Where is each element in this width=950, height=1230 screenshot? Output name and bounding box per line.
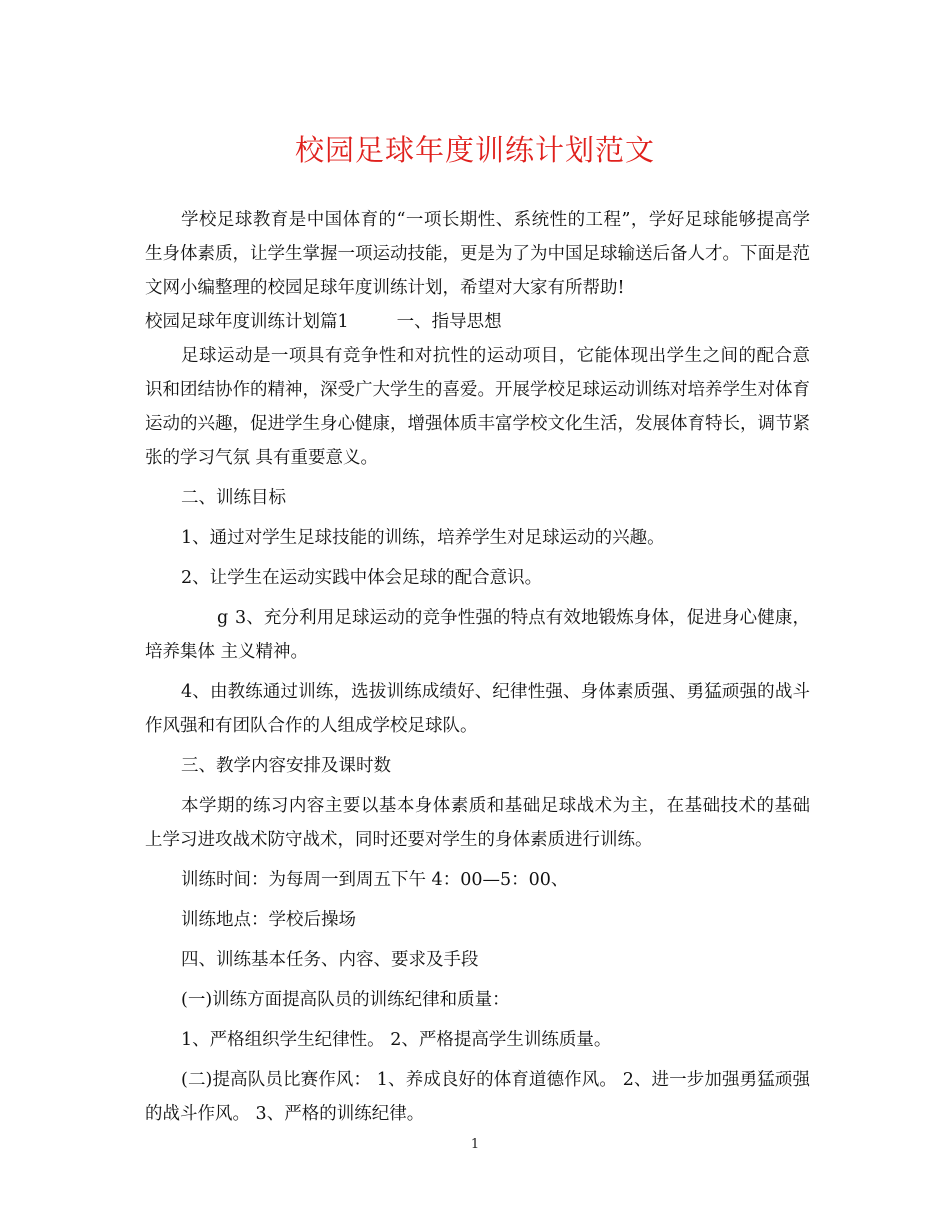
section-heading-tasks: 四、训练基本任务、内容、要求及手段	[181, 950, 479, 970]
guiding-paragraph: 足球运动是一项具有竞争性和对抗性的运动项目，它能体现出学生之间的配合意识和团结协作的精神，深受广大学生的喜爱。开展学校足球运动训练对培养学生对体育运动的兴趣，促进学生身心健康，增强体质丰富学校文化生活，发展体育特长，调节紧张的学习气氛 具有重要意义。	[145, 346, 810, 468]
intro-paragraph: 学校足球教育是中国体育的“一项长期性、系统性的工程”，学好足球能够提高学生身体素质，让学生掌握一项运动技能，更是为了为中国足球输送后备人才。下面是范文网小编整理的校园足球年度训练计划，希望对大家有所帮助!	[145, 210, 810, 298]
heading-line	[145, 305, 810, 339]
part-heading: 校园足球年度训练计划篇1	[145, 312, 349, 332]
goal-item-3	[145, 601, 810, 669]
section-heading-content: 三、教学内容安排及课时数	[181, 756, 391, 776]
document-body	[145, 203, 810, 1131]
training-place: 训练地点：学校后操场	[181, 910, 356, 930]
section-heading-guiding: 一、指导思想	[396, 312, 502, 332]
goal-item-1: 1、通过对学生足球技能的训练，培养学生对足球运动的兴趣。	[181, 528, 665, 548]
goal-item-4: 4、由教练通过训练，选拔训练成绩好、纪律性强、身体素质强、勇猛顽强的战斗作风强和有团队合作的人组成学校足球队。	[145, 682, 810, 736]
stray-char: g	[217, 608, 229, 628]
document-title: 校园足球年度训练计划范文	[294, 133, 655, 167]
goal-item-2: 2、让学生在运动实践中体会足球的配合意识。	[181, 568, 543, 588]
goal-item-3-text: 3、充分利用足球运动的竞争性强的特点有效地锻炼身体，促进身心健康，培养集体 主义精神。	[145, 608, 810, 662]
content-paragraph: 本学期的练习内容主要以基本身体素质和基础足球战术为主，在基础技术的基础上学习进攻战术防守战术，同时还要对学生的身体素质进行训练。	[145, 796, 810, 850]
task-2-paragraph: (二)提高队员比赛作风： 1、养成良好的体育道德作风。 2、进一步加强勇猛顽强的战斗作风。 3、严格的训练纪律。	[145, 1070, 810, 1124]
page-number: 1	[470, 1137, 480, 1152]
task-1-items: 1、严格组织学生纪律性。 2、严格提高学生训练质量。	[181, 1030, 612, 1050]
section-heading-goals: 二、训练目标	[181, 488, 286, 508]
training-time: 训练时间：为每周一到周五下午 4：00—5：00、	[181, 870, 569, 890]
task-1-heading: (一)训练方面提高队员的训练纪律和质量：	[181, 990, 510, 1010]
